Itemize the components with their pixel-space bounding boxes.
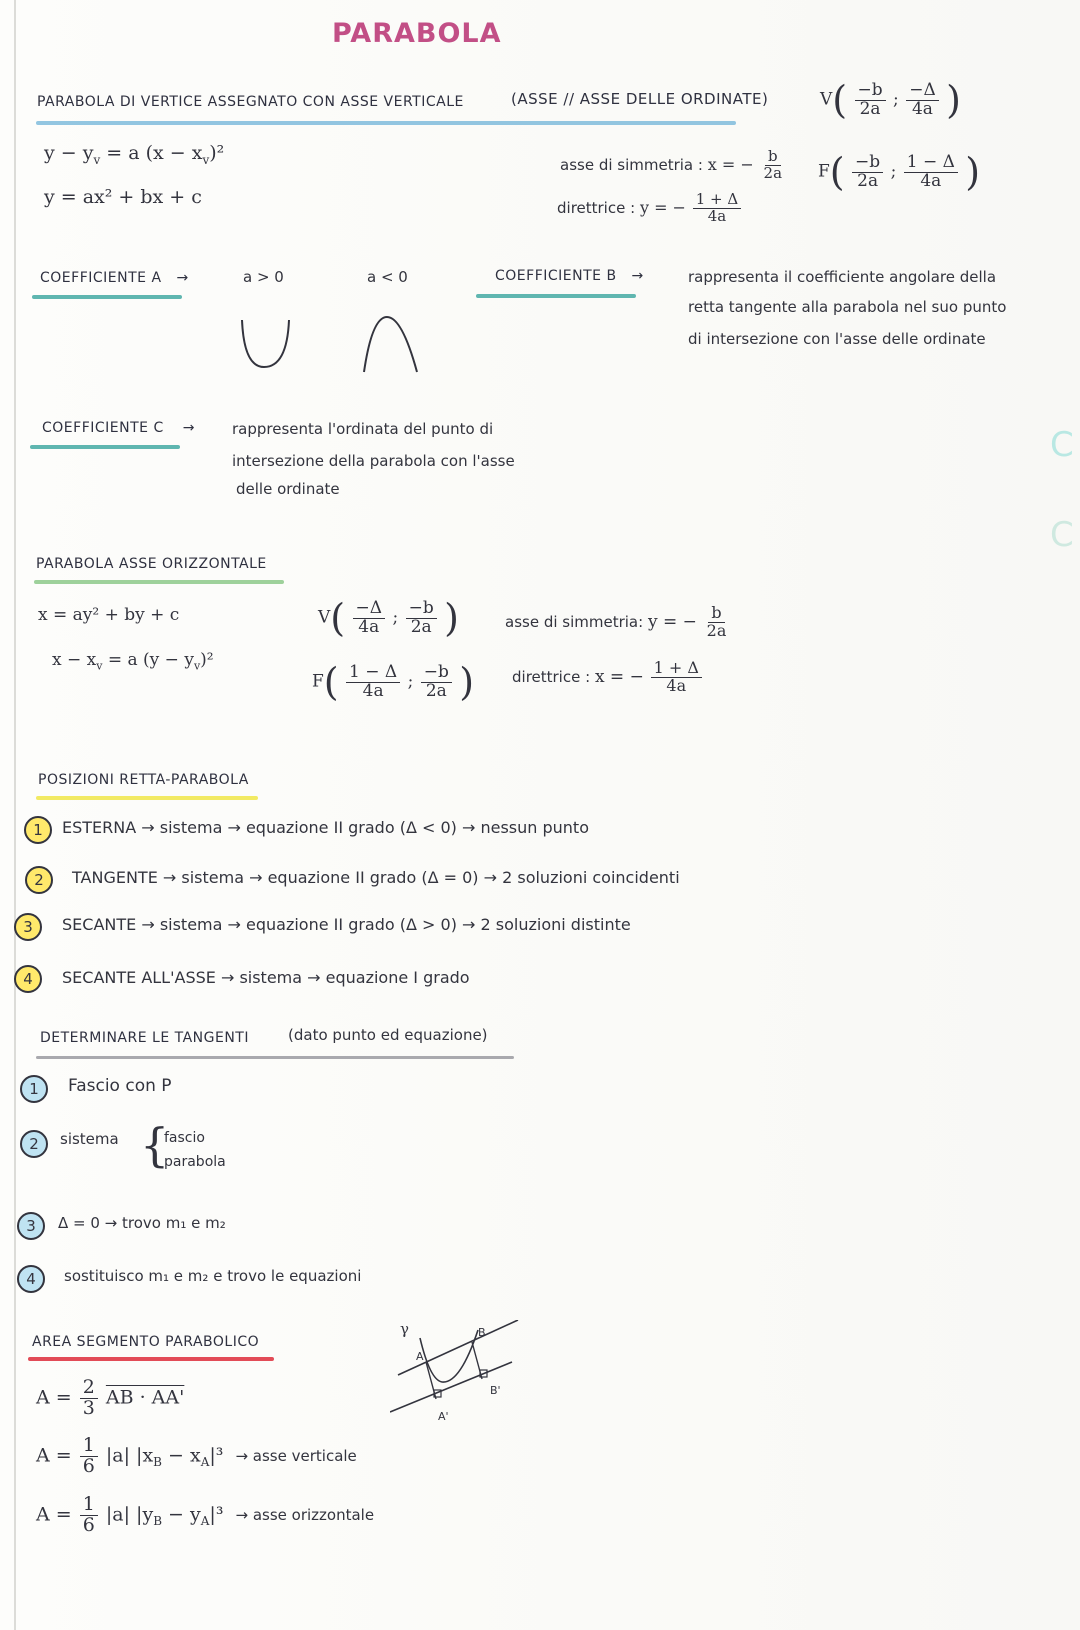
horizontal-symmetry-axis: asse di simmetria: y = − $\frac{b}{2a}$ (505, 603, 727, 640)
coef-b-label: COEFFICIENTE B → (495, 268, 644, 284)
section2-heading: PARABOLA ASSE ORIZZONTALE (36, 556, 267, 572)
margin-mark: C (1050, 425, 1074, 465)
diagram-a1-label: A' (438, 1410, 449, 1423)
horizontal-vertex-equation: $x - x_v = a$ $(y - y_v)^2$ (52, 650, 214, 673)
coef-c-desc-2: intersezione della parabola con l'asse (232, 452, 515, 470)
position-tangent: TANGENTE → sistema → equazione II grado (Δ = 0) → 2 soluzioni coincidenti (72, 868, 680, 887)
vertex-coordinates: V( $\frac{-b}{2a}$ ; $\frac{-\Delta}{4a}$ ) (820, 78, 961, 122)
item-number-badge: 4 (17, 1265, 45, 1293)
a-negative-label: a < 0 (367, 268, 408, 286)
item-number-badge: 4 (14, 965, 42, 993)
horizontal-directrix: direttrice : x = − $\frac{1 + \Delta}{4a}$ (512, 660, 704, 695)
diagram-b-label: B (478, 1326, 486, 1339)
item-number-badge: 3 (17, 1212, 45, 1240)
focus-coordinates: F( $\frac{-b}{2a}$ ; $\frac{1 - \Delta}{4a}$ ) (818, 150, 981, 194)
diagram-a-label: A (416, 1350, 424, 1363)
coef-a-underline (32, 295, 182, 299)
section5-heading: AREA SEGMENTO PARABOLICO (32, 1334, 260, 1350)
item-number-badge: 1 (20, 1075, 48, 1103)
coef-a-label: COEFFICIENTE A → (40, 270, 189, 286)
tangent-step-4: sostituisco m₁ e m₂ e trovo le equazioni (64, 1267, 362, 1285)
a-positive-label: a > 0 (243, 268, 284, 286)
coef-c-label: COEFFICIENTE C → (42, 420, 195, 436)
vertex-form-equation: $y - y_v = a$ $(x - x_v)^2$ (44, 142, 225, 167)
horizontal-vertex-coordinates: V( $\frac{-\Delta}{4a}$ ; $\frac{-b}{2a}$ ) (318, 596, 459, 640)
downward-parabola-icon (364, 317, 417, 372)
section2-underline (34, 580, 284, 584)
directrix-formula: direttrice : y = − $\frac{1 + \Delta}{4a}$ (557, 192, 743, 225)
tangent-step-1: Fascio con P (68, 1076, 172, 1096)
area-formula-vertical: A = $\frac{1}{6}$ |a| $|x_B - x_A|^3$ → asse verticale (36, 1434, 357, 1477)
page-edge (14, 0, 16, 1630)
position-external: ESTERNA → sistema → equazione II grado (Δ < 0) → nessun punto (62, 818, 589, 837)
section5-underline (28, 1357, 274, 1361)
standard-form-equation: y = ax² + bx + c (44, 186, 202, 208)
section1-heading: PARABOLA DI VERTICE ASSEGNATO CON ASSE VERTICALE (37, 94, 464, 110)
section3-heading: POSIZIONI RETTA-PARABOLA (38, 772, 249, 788)
section1-underline (36, 121, 736, 125)
coef-c-desc-1: rappresenta l'ordinata del punto di (232, 420, 494, 438)
system-brace-icon: { (140, 1118, 170, 1172)
system-line-parabola: parabola (164, 1154, 226, 1170)
coef-b-underline (476, 294, 636, 298)
margin-mark: C (1050, 515, 1074, 555)
position-secant: SECANTE → sistema → equazione II grado (Δ > 0) → 2 soluzioni distinte (62, 915, 631, 934)
segment-diagram (390, 1320, 530, 1430)
area-formula-horizontal: A = $\frac{1}{6}$ |a| $|y_B - y_A|^3$ → asse orizzontale (36, 1493, 375, 1536)
diagram-b1-label: B' (490, 1384, 501, 1397)
section4-heading: DETERMINARE LE TANGENTI (40, 1030, 249, 1046)
page-title: PARABOLA (332, 18, 502, 49)
section4-paren-note: (dato punto ed equazione) (288, 1026, 488, 1044)
diagram-gamma-label: γ (400, 1320, 409, 1338)
tangent-step-2: sistema (60, 1130, 119, 1148)
horizontal-standard-equation: x = ay² + by + c (38, 605, 180, 625)
system-line-fascio: fascio (164, 1130, 205, 1146)
parabola-sketches (232, 312, 432, 382)
coef-b-desc-3: di intersezione con l'asse delle ordinate (688, 330, 986, 348)
upward-parabola-icon (242, 320, 289, 367)
horizontal-focus-coordinates: F( $\frac{1 - \Delta}{4a}$ ; $\frac{-b}{2a}$ ) (312, 660, 475, 704)
coef-c-desc-3: delle ordinate (236, 480, 340, 498)
coef-b-desc-1: rappresenta il coefficiente angolare della (688, 268, 997, 286)
item-number-badge: 2 (20, 1130, 48, 1158)
coef-c-underline (30, 445, 180, 449)
position-secant-axis: SECANTE ALL'ASSE → sistema → equazione I grado (62, 968, 470, 987)
section3-underline (36, 796, 258, 800)
section1-paren-note: (ASSE // ASSE DELLE ORDINATE) (511, 90, 769, 108)
coef-b-desc-2: retta tangente alla parabola nel suo punto (688, 298, 1007, 316)
item-number-badge: 3 (14, 913, 42, 941)
area-formula-1: A = $\frac{2}{3}$ AB · AA' (36, 1376, 185, 1419)
item-number-badge: 2 (25, 866, 53, 894)
item-number-badge: 1 (24, 816, 52, 844)
section4-underline (36, 1056, 514, 1059)
tangent-step-3: Δ = 0 → trovo m₁ e m₂ (58, 1214, 226, 1232)
symmetry-axis-formula: asse di simmetria : x = − $\frac{b}{2a}$ (560, 147, 783, 182)
